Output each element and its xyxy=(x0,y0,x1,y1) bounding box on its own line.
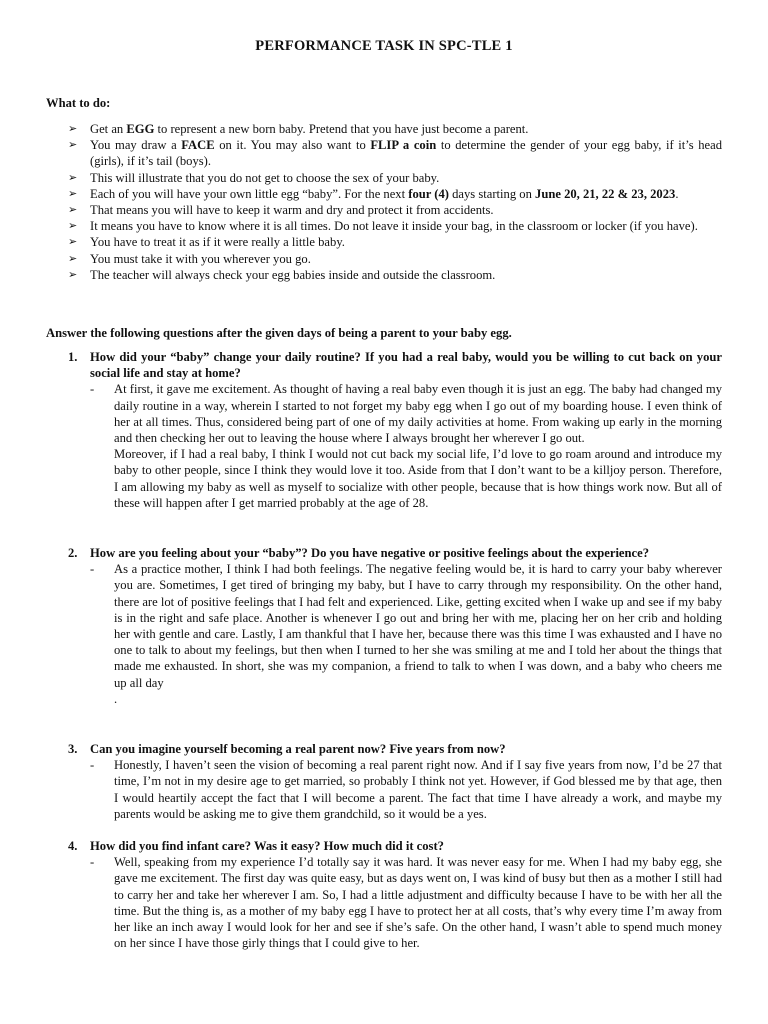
instruction-text: You must take it with you wherever you go. xyxy=(90,251,311,266)
answer-paragraph: At first, it gave me excitement. As thought of having a real baby even though it is just an egg. The baby had changed my daily routine in a way, wherein I started to not forget my baby egg when I go out of my boarding house. I even think of her at all times. Thus, considered being part of one of my daily activities at home. From waking up early in the morning and then checking her out to leaving the house where I always brought her wherever I go out. xyxy=(114,382,722,446)
instruction-text: to represent a new born baby. Pretend that you have just become a parent. xyxy=(154,122,529,136)
instruction-text: Each of you will have your own little egg “baby”. For the next xyxy=(90,186,409,201)
question-4 xyxy=(68,838,722,951)
arrow-bullet-icon: ➢ xyxy=(68,171,78,184)
instruction-item xyxy=(68,267,722,283)
question-text: How did you find infant care? Was it easy? How much did it cost? xyxy=(90,839,444,853)
answer-block xyxy=(90,757,722,822)
instruction-emphasis: FLIP a coin xyxy=(370,138,437,153)
answer-heading: Answer the following questions after the given days of being a parent to your baby egg. xyxy=(46,326,512,340)
arrow-bullet-icon: ➢ xyxy=(68,220,78,233)
arrow-bullet-icon: ➢ xyxy=(68,268,78,281)
answer-block xyxy=(90,854,722,951)
question-text: How are you feeling about your “baby”? Do you have negative or positive feelings about the experience? xyxy=(90,546,650,560)
instruction-emphasis: FACE xyxy=(181,138,215,153)
instruction-item xyxy=(68,186,722,202)
instruction-text: That means you will have to keep it warm and dry and protect it from accidents. xyxy=(90,203,494,218)
question-1 xyxy=(68,349,722,511)
arrow-bullet-icon: ➢ xyxy=(68,123,78,135)
instruction-item xyxy=(68,234,722,250)
question-number: 1. xyxy=(68,350,78,364)
instruction-item xyxy=(68,251,722,267)
instruction-item xyxy=(68,137,722,169)
instruction-item xyxy=(68,121,722,137)
answer-paragraph: Honestly, I haven’t seen the vision of becoming a real parent right now. And if I say five years from now, I’d be 27 that time, I’m not in my desire age to get married, so probably I think not yet. However, if God blessed me by that age, then I would heartily accept the fact that I will become a parent. The fact that time I have already a work, and maybe my parents would be asking me to give them grandchild, so it would be a yes. xyxy=(114,758,722,821)
arrow-bullet-icon: ➢ xyxy=(68,236,78,249)
question-text: Can you imagine yourself becoming a real parent now? Five years from now? xyxy=(90,742,506,756)
instruction-emphasis: EGG xyxy=(126,122,155,136)
instruction-item xyxy=(68,202,722,218)
instruction-text: Get an xyxy=(90,122,127,136)
instruction-text: It means you have to know where it is all times. Do not leave it inside your bag, in the classroom or locker (if you have). xyxy=(90,219,698,234)
instruction-emphasis: four (4) xyxy=(408,186,449,201)
dash-bullet: - xyxy=(90,855,95,870)
answer-paragraph: As a practice mother, I think I had both feelings. The negative feeling would be, it is hard to carry your baby wherever you are. Sometimes, I get tired of bringing my baby, but I have to carry through my responsibility. On the other hand, there are lot of positive feelings that I had felt and experienced. Like, getting excited when I wake up and see if my baby is in the right and safe place. Another is whenever I go out and bring her with me, placing her on her crib and holding her with gentle and care. Lastly, I am thankful that I have her, because there was this time I was exhausted and I have no one to talk to about my feelings, but then when I turned to her she was smiling at me and I told her about the things that made me exhausted. In short, she was my companion, a friend to talk to when I was down, and a baby who cheers me up all day xyxy=(114,562,722,690)
instruction-emphasis: June 20, 21, 22 & 23, 2023 xyxy=(535,186,676,201)
arrow-bullet-icon: ➢ xyxy=(68,252,78,265)
arrow-bullet-icon: ➢ xyxy=(68,187,78,200)
instruction-item xyxy=(68,170,722,186)
question-3 xyxy=(68,741,722,822)
question-number: 2. xyxy=(68,546,78,560)
instruction-text: . xyxy=(675,186,679,201)
instruction-item xyxy=(68,218,722,234)
dash-bullet: - xyxy=(90,758,95,773)
trailing-period: . xyxy=(114,691,118,706)
answer-paragraph: Moreover, if I had a real baby, I think I would not cut back my social life, I’d love to go roam around and introduce my baby to other people, since I think they would love it too. Aside from that I don’t want to be a killjoy person. Therefore, I am allowing my baby as well as myself to socialize with other people, because that is how things work now. But all of these will happen after I get married probably at the age of 28. xyxy=(114,447,722,510)
arrow-bullet-icon: ➢ xyxy=(68,204,78,217)
arrow-bullet-icon: ➢ xyxy=(68,139,78,152)
dash-bullet: - xyxy=(90,562,95,577)
instruction-text: You may draw a xyxy=(90,138,182,153)
instruction-list xyxy=(68,121,722,283)
answer-block xyxy=(90,381,722,511)
what-to-do-heading: What to do: xyxy=(46,96,111,110)
answer-block xyxy=(90,561,722,707)
page-title: PERFORMANCE TASK IN SPC-TLE 1 xyxy=(255,38,513,54)
instruction-text: You have to treat it as if it were really a little baby. xyxy=(90,235,345,250)
instruction-text: on it. You may also want to xyxy=(214,138,371,153)
instruction-text: to determine the gender of your egg baby, if it’s head (girls), if it’s tail (boys). xyxy=(90,138,722,169)
instruction-text: The teacher will always check your egg babies inside and outside the classroom. xyxy=(90,267,496,282)
dash-bullet: - xyxy=(90,382,95,397)
question-2 xyxy=(68,545,722,707)
answer-paragraph: Well, speaking from my experience I’d totally say it was hard. It was never easy for me. When I had my baby egg, she gave me excitement. The first day was quite easy, but as days went on, I was kind of busy but then as a mother I still had to carry her and take her wherever I am. So, I had a little adjustment and difficulty because I have to be with her all the time. But the thing is, as a mother of my baby egg I have to protect her at all costs, that’s why every time I’m away from her like an inch away I would look for her and see if she’s safe. On the other hand, I wasn’t able to spend much money on her since I have those girly things that I could give to her. xyxy=(114,855,722,951)
question-text: How did your “baby” change your daily routine? If you had a real baby, would you be willing to cut back on your social life and stay at home? xyxy=(90,350,722,381)
instruction-text: days starting on xyxy=(448,186,536,201)
question-number: 3. xyxy=(68,742,78,756)
instruction-text: This will illustrate that you do not get to choose the sex of your baby. xyxy=(90,170,440,185)
question-number: 4. xyxy=(68,839,78,853)
